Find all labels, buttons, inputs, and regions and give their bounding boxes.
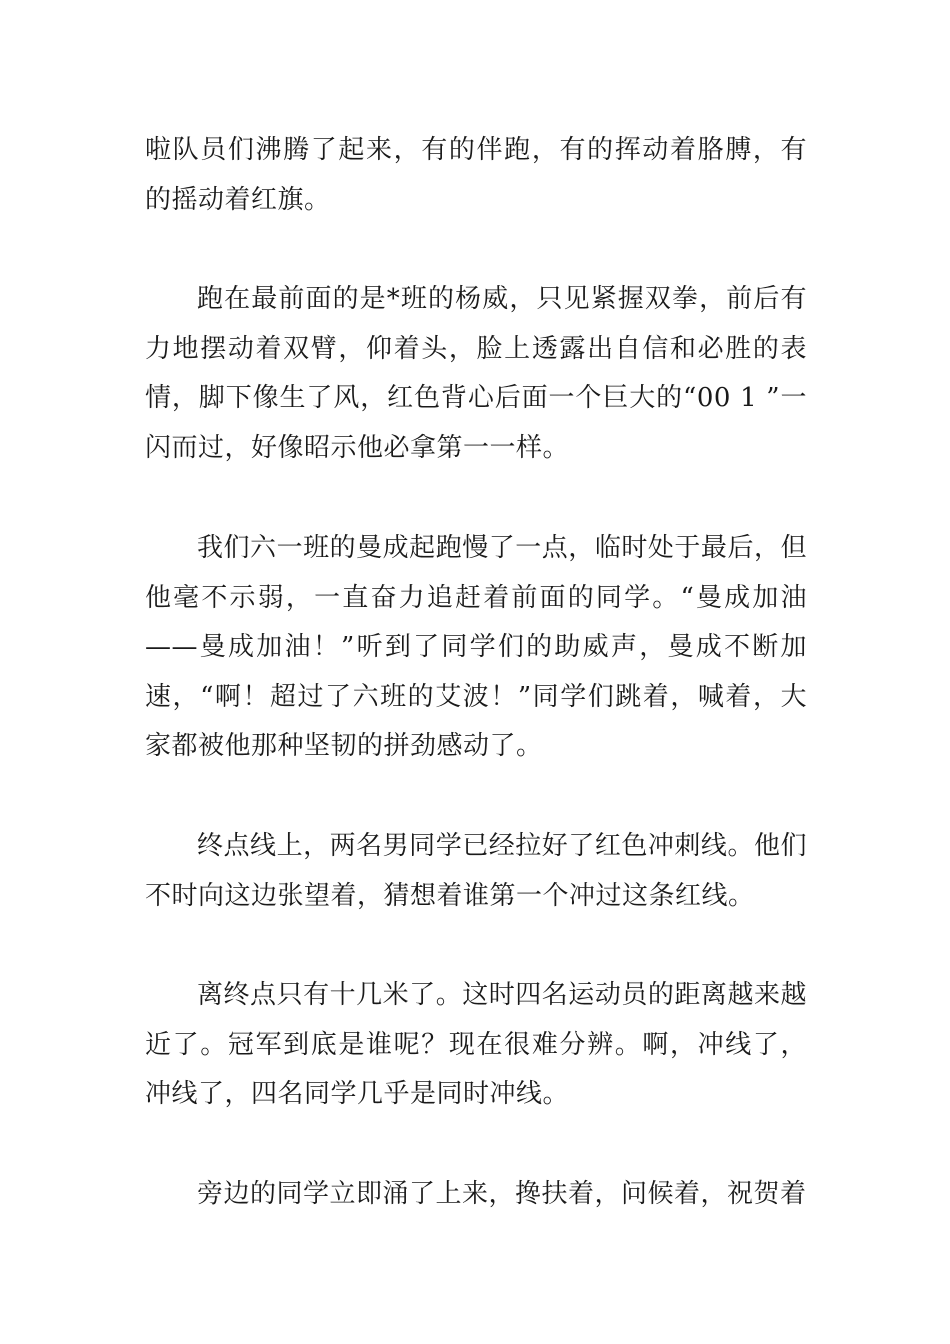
- paragraph-4: 终点线上，两名男同学已经拉好了红色冲刺线。他们不时向这边张望着，猜想着谁第一个冲过这条红线。: [145, 831, 807, 911]
- paragraph-5: 离终点只有十几米了。这时四名运动员的距离越来越近了。冠军到底是谁呢？现在很难分辨。啊，冲线了，冲线了，四名同学几乎是同时冲线。: [145, 980, 807, 1109]
- paragraph-2: 跑在最前面的是*班的杨威，只见紧握双拳，前后有力地摆动着双臂，仰着头，脸上透露出自信和必胜的表情，脚下像生了风，红色背心后面一个巨大的“00 1 ”一闪而过，好像昭示他必拿第一一样。: [145, 284, 807, 463]
- paragraph-3: 我们六一班的曼成起跑慢了一点，临时处于最后，但他毫不示弱，一直奋力追赶着前面的同学。“曼成加油——曼成加油！”听到了同学们的助威声，曼成不断加速，“啊！超过了六班的艾波！”同学们跳着，喊着，大家都被他那种坚韧的拼劲感动了。: [145, 533, 807, 761]
- paragraph-6: 旁边的同学立即涌了上来，搀扶着，问候着，祝贺着: [197, 1179, 807, 1209]
- paragraph-1: 啦队员们沸腾了起来，有的伴跑，有的挥动着胳膊，有的摇动着红旗。: [145, 135, 807, 215]
